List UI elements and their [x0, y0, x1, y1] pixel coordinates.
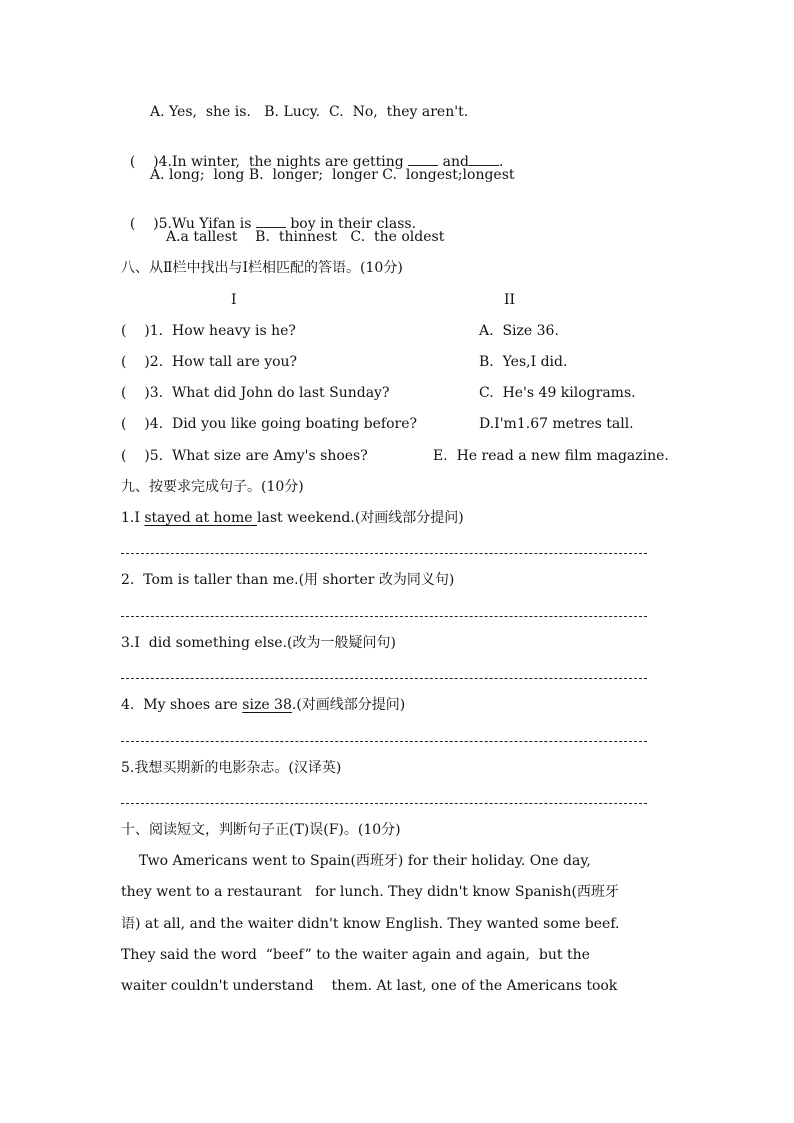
- passage-line-4: They said the word “beef” to the waiter again and again, but the: [121, 947, 590, 963]
- fill-blank[interactable]: [256, 215, 286, 228]
- q5-question: ( )5.Wu Yifan is boy in their class.: [129, 216, 417, 232]
- passage-line-2: they went to a restaurant for lunch. They didn't know Spanish(西班牙: [121, 884, 619, 900]
- match-left-2[interactable]: ( )2. How tall are you?: [121, 354, 298, 370]
- underlined-phrase: size 38: [242, 697, 292, 713]
- match-right-e: E. He read a new film magazine.: [433, 448, 669, 464]
- passage-line-3: 语) at all, and the waiter didn't know English. They wanted some beef.: [121, 916, 620, 932]
- section-9-title: 九、按要求完成句子。(10分): [121, 479, 304, 495]
- match-right-a: A. Size 36.: [479, 323, 559, 339]
- q5-options: A.a tallest B. thinnest C. the oldest: [166, 229, 445, 245]
- q4-question: ( )4.In winter, the nights are getting and .: [129, 154, 504, 170]
- answer-line-4[interactable]: [121, 741, 647, 742]
- passage-line-5: waiter couldn't understand them. At last, one of the Americans took: [121, 978, 618, 994]
- column-1-header: I: [231, 292, 237, 308]
- answer-paren[interactable]: ( )5.: [129, 216, 172, 232]
- section-10-title: 十、阅读短文，判断句子正(T)误(F)。(10分): [121, 822, 401, 838]
- answer-line-2[interactable]: [121, 616, 647, 617]
- answer-line-3[interactable]: [121, 678, 647, 679]
- match-left-3[interactable]: ( )3. What did John do last Sunday?: [121, 385, 390, 401]
- q3-options: A. Yes, she is. B. Lucy. C. No, they aren't.: [150, 104, 469, 120]
- passage-line-1: Two Americans went to Spain(西班牙) for their holiday. One day,: [121, 853, 591, 869]
- match-left-5[interactable]: ( )5. What size are Amy's shoes?: [121, 448, 368, 464]
- match-left-1[interactable]: ( )1. How heavy is he?: [121, 323, 296, 339]
- rewrite-question-1: 1.I stayed at home last weekend.(对画线部分提问): [121, 510, 464, 526]
- rewrite-question-2: 2. Tom is taller than me.(用 shorter 改为同义句): [121, 572, 455, 588]
- match-right-d: D.I'm1.67 metres tall.: [479, 416, 634, 432]
- rewrite-question-5: 5.我想买期新的电影杂志。(汉译英): [121, 760, 342, 776]
- match-right-b: B. Yes,I did.: [479, 354, 568, 370]
- section-8-title: 八、从Ⅱ栏中找出与Ⅰ栏相匹配的答语。(10分): [121, 260, 403, 276]
- fill-blank[interactable]: [469, 153, 499, 166]
- underlined-phrase: stayed at home: [144, 510, 257, 526]
- answer-line-5[interactable]: [121, 803, 647, 804]
- match-right-c: C. He's 49 kilograms.: [479, 385, 636, 401]
- match-left-4[interactable]: ( )4. Did you like going boating before?: [121, 416, 417, 432]
- answer-paren[interactable]: ( )4.: [129, 154, 172, 170]
- rewrite-question-4: 4. My shoes are size 38.(对画线部分提问): [121, 697, 406, 713]
- column-2-header: II: [504, 292, 516, 308]
- rewrite-question-3: 3.I did something else.(改为一般疑问句): [121, 635, 396, 651]
- fill-blank[interactable]: [408, 153, 438, 166]
- answer-line-1[interactable]: [121, 553, 647, 554]
- q4-options: A. long; long B. longer; longer C. longest;longest: [150, 167, 515, 183]
